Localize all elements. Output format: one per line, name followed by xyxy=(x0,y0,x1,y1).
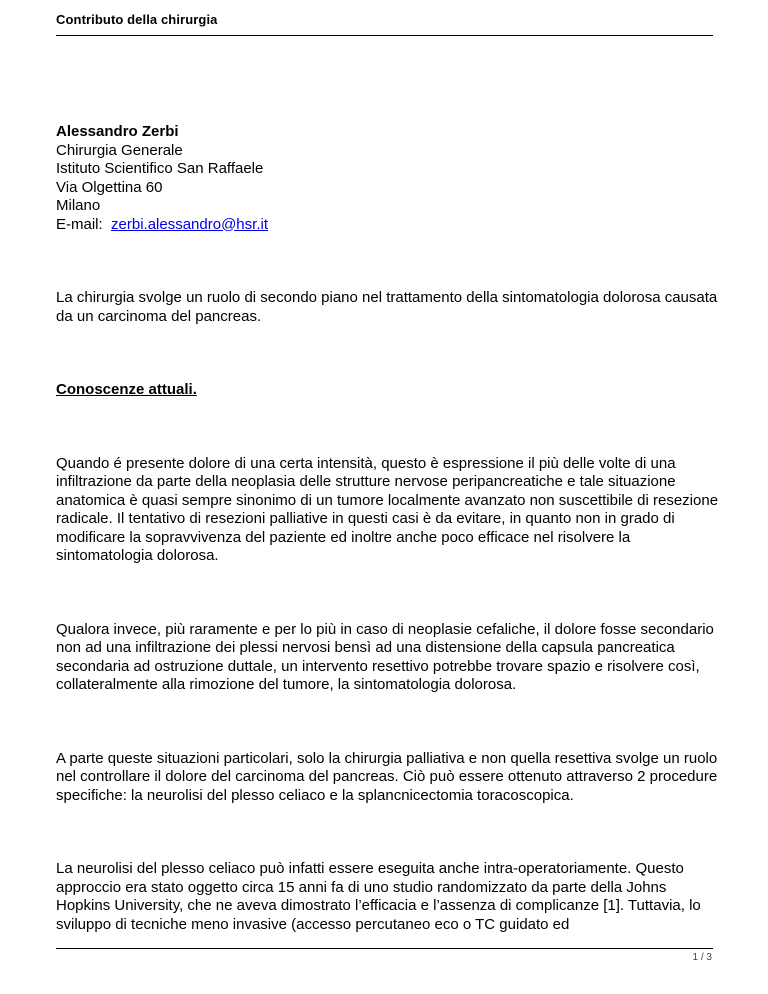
paragraph-3: A parte queste situazioni particolari, solo la chirurgia palliativa e non quella resettiva svolge un ruolo nel controllare il dolore del carcinoma del pancreas. Ciò può essere ottenuto attraverso 2 procedure specifiche: la neurolisi del plesso celiaco e la splancnicectomia toracoscopica. xyxy=(56,749,718,804)
section-heading: Conoscenze attuali. xyxy=(56,381,197,398)
document-body xyxy=(56,123,720,934)
paragraph-2: Qualora invece, più raramente e per lo più in caso di neoplasie cefaliche, il dolore fosse secondario non ad una infiltrazione dei plessi nervosi bensì ad una distensione della capsula pancreatica secondaria ad ostruzione duttale, un intervento resettivo potrebbe trovare spazio e risolvere così, collateralmente alla rimozione del tumore, la sintomatologia dolorosa. xyxy=(56,620,714,693)
page-number: 1 / 3 xyxy=(692,952,712,963)
footer-divider xyxy=(56,948,713,949)
author-block xyxy=(56,123,720,234)
author-city: Milano xyxy=(56,197,101,214)
header-divider xyxy=(56,35,713,36)
email-link[interactable]: zerbi.alessandro@hsr.it xyxy=(111,215,268,233)
author-name: Alessandro Zerbi xyxy=(56,123,179,140)
intro-paragraph: La chirurgia svolge un ruolo di secondo piano nel trattamento della sintomatologia dolorosa causata da un carcinoma del pancreas. xyxy=(56,289,718,325)
paragraph-4: La neurolisi del plesso celiaco può infatti essere eseguita anche intra-operatoriamente. Questo approccio era stato oggetto circa 15 anni fa di uno studio randomizzato da parte della Johns Hopkins University, che ne aveva dimostrato l’efficacia e l’assenza di complicanze [1]. Tuttavia, lo sviluppo di tecniche meno invasive (accesso percutaneo eco o TC guidato ed xyxy=(56,860,701,933)
author-department: Chirurgia Generale xyxy=(56,141,183,159)
email-label: E-mail: xyxy=(56,215,103,233)
page-header-title: Contributo della chirurgia xyxy=(56,12,218,27)
author-email-row xyxy=(56,216,720,235)
author-institute: Istituto Scientifico San Raffaele xyxy=(56,160,264,177)
author-street: Via Olgettina 60 xyxy=(56,178,163,196)
paragraph-1: Quando é presente dolore di una certa intensità, questo è espressione il più delle volte di una infiltrazione da parte della neoplasia delle strutture nervose peripancreatiche e tale situazione anatomica è quasi sempre sinonimo di un tumore localmente avanzato non suscettibile di resezione radicale. Il tentativo di resezioni palliative in questi casi è da evitare, in quanto non in grado di modificare la sopravvivenza del paziente ed inoltre anche poco efficace nel risolvere la sintomatologia dolorosa. xyxy=(56,454,719,564)
